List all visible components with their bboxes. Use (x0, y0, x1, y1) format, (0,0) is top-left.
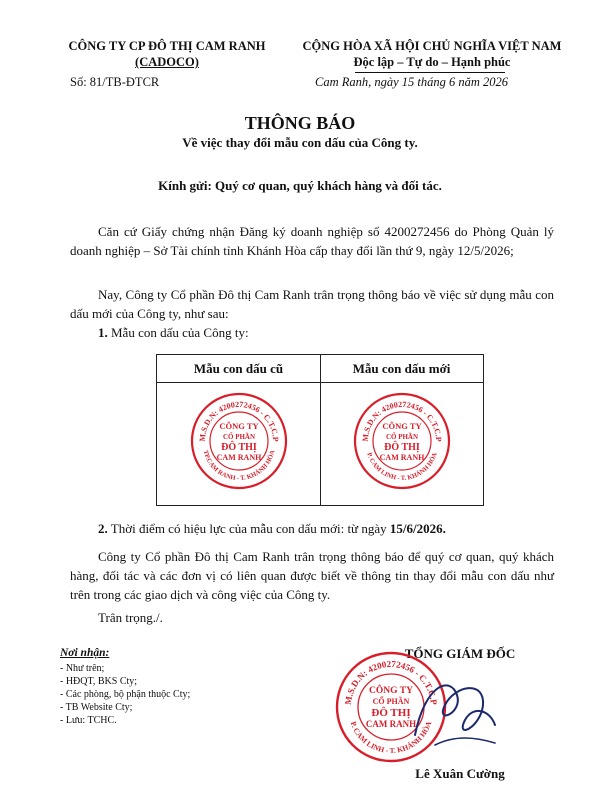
item-1-number: 1. (98, 325, 108, 340)
seal-table (156, 354, 484, 506)
signer-name: Lê Xuân Cường (415, 766, 505, 781)
item-2 (98, 521, 446, 537)
company-abbr: (CADOCO) (135, 55, 199, 69)
new-seal-line3: ĐÔ THỊ (384, 442, 420, 453)
recipients-title: Nơi nhận: (60, 647, 110, 659)
paragraph-basis: Căn cứ Giấy chứng nhận Đăng ký doanh nghiệp số 4200272456 do Phòng Quản lý doanh nghiệp – Sở Tài chính tỉnh Khánh Hòa cấp thay đổi lần thứ 9, ngày 12/5/2026; (70, 224, 554, 258)
sig-seal-ring-bottom: P. CAM LINH - T. KHÁNH HÒA (348, 720, 434, 756)
old-seal-line4: CAM RANH (216, 453, 262, 462)
item-1 (98, 325, 249, 341)
table-header-rule (157, 382, 483, 383)
document-number: Số: 81/TB-ĐTCR (70, 75, 160, 89)
old-seal-ring-top: M.S.D.N: 4200272456 - C.T.C.P (197, 399, 281, 442)
sig-seal-ring-top: M.S.D.N: 4200272456 - C.T.C.P (342, 658, 439, 706)
old-seal-stamp (190, 392, 288, 490)
header-new-seal: Mẫu con dấu mới (352, 361, 451, 376)
signer-title: TỔNG GIÁM ĐỐC (404, 646, 516, 661)
old-seal-ring-bottom: TP.CAM RANH - T. KHÁNH HÒA (201, 449, 277, 483)
old-seal-line3: ĐÔ THỊ (221, 442, 257, 453)
sig-seal-line2: CỔ PHẦN (372, 697, 410, 706)
motto-underline (355, 72, 505, 73)
item-2-number: 2. (98, 521, 108, 536)
country-name: CỘNG HÒA XÃ HỘI CHỦ NGHĨA VIỆT NAM (302, 39, 562, 53)
handwritten-signature (395, 665, 505, 760)
closing-line: Trân trọng./. (98, 610, 163, 625)
new-seal-line1: CÔNG TY (382, 421, 422, 431)
old-seal-line1: CÔNG TY (219, 421, 259, 431)
sig-seal-line1: CÔNG TY (369, 686, 413, 696)
header-old-seal: Mẫu con dấu cũ (193, 361, 284, 376)
new-seal-ring-bottom: P. CAM LINH - T. KHÁNH HÒA (365, 451, 439, 483)
sig-seal-line3: ĐÔ THỊ (371, 707, 411, 719)
page-subtitle: Về việc thay đổi mẫu con dấu của Công ty. (182, 135, 418, 150)
paragraph-notice: Công ty Cổ phần Đô thị Cam Ranh trân trọng thông báo để quý cơ quan, quý khách hàng, đối tác và các đơn vị có liên quan được biết về thông tin thay đổi mẫu con dấu như trên trong các giao dịch và công việc của Công ty. (70, 549, 554, 602)
national-motto: Độc lập – Tự do – Hạnh phúc (353, 55, 511, 69)
effective-date: 15/6/2026. (389, 521, 446, 536)
new-seal-line2: CỔ PHẦN (385, 433, 419, 441)
recipient-item: - HĐQT, BKS Cty; (60, 676, 138, 687)
recipient-item: - TB Website Cty; (60, 702, 133, 713)
paragraph-announcement: Nay, Công ty Cổ phần Đô thị Cam Ranh trân trọng thông báo về việc sử dụng mẫu con dấu mới của Công ty, như sau: (70, 287, 554, 321)
item-1-text: Mẫu con dấu của Công ty: (111, 325, 249, 340)
new-seal-line4: CAM RANH (379, 453, 425, 462)
document-date: Cam Ranh, ngày 15 tháng 6 năm 2026 (315, 75, 509, 89)
recipients-list (60, 662, 190, 727)
new-seal-stamp (353, 392, 451, 490)
sig-seal-line4: CAM RANH (365, 719, 417, 729)
old-seal-line2: CỔ PHẦN (222, 433, 256, 441)
recipient-item: - Như trên; (60, 663, 105, 674)
page-title: THÔNG BÁO (244, 113, 356, 133)
greeting: Kính gửi: Quý cơ quan, quý khách hàng và đối tác. (158, 178, 442, 193)
recipient-item: - Các phòng, bộ phận thuộc Cty; (60, 689, 191, 700)
item-2-text: Thời điểm có hiệu lực của mẫu con dấu mới: từ ngày (110, 521, 387, 536)
company-header (52, 38, 282, 70)
new-seal-ring-top: M.S.D.N: 4200272456 - C.T.C.P (360, 399, 444, 442)
table-divider (320, 355, 321, 505)
national-header (282, 38, 582, 70)
company-name: CÔNG TY CP ĐÔ THỊ CAM RANH (68, 39, 266, 53)
recipient-item: - Lưu: TCHC. (60, 715, 117, 726)
